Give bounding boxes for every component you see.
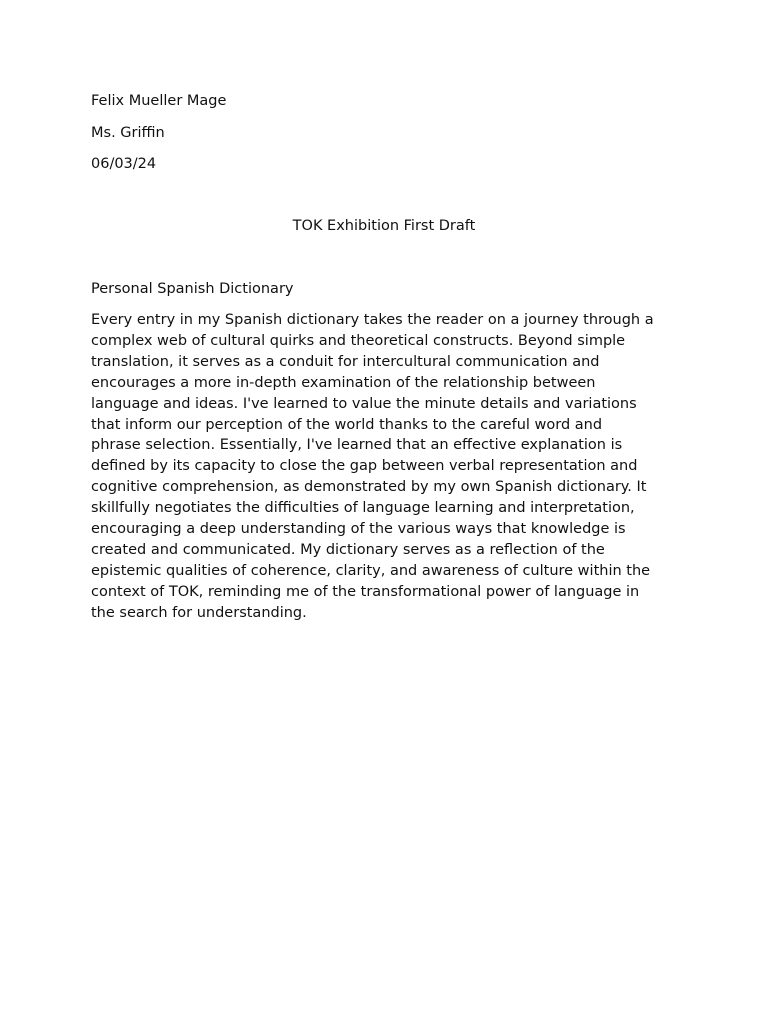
author-name: Felix Mueller Mage bbox=[91, 93, 227, 109]
section-heading: Personal Spanish Dictionary bbox=[91, 281, 294, 297]
paragraph-line: that inform our perception of the world thanks to the careful word and bbox=[91, 416, 603, 433]
paragraph-line: cognitive comprehension, as demonstrated by my own Spanish dictionary. It bbox=[91, 479, 647, 496]
paragraph-line: Every entry in my Spanish dictionary takes the reader on a journey through a bbox=[91, 312, 654, 328]
paragraph-line: context of TOK, reminding me of the transformational power of language in bbox=[91, 583, 640, 600]
document-title: TOK Exhibition First Draft bbox=[292, 218, 476, 234]
document-date: 06/03/24 bbox=[91, 156, 157, 172]
teacher-name: Ms. Griffin bbox=[91, 125, 165, 141]
paragraph-line: encouraging a deep understanding of the various ways that knowledge is bbox=[91, 521, 626, 538]
paragraph-line: epistemic qualities of coherence, clarity, and awareness of culture within the bbox=[91, 562, 651, 579]
paragraph-line: created and communicated. My dictionary serves as a reflection of the bbox=[91, 541, 605, 558]
paragraph-line: phrase selection. Essentially, I've learned that an effective explanation is bbox=[91, 437, 623, 454]
paragraph-line: the search for understanding. bbox=[91, 604, 307, 621]
paragraph-line: encourages a more in-depth examination of the relationship between bbox=[91, 374, 596, 391]
paragraph-line: complex web of cultural quirks and theoretical constructs. Beyond simple bbox=[91, 332, 626, 349]
paragraph-line: language and ideas. I've learned to value the minute details and variations bbox=[91, 395, 637, 412]
paragraph-line: defined by its capacity to close the gap between verbal representation and bbox=[91, 458, 638, 475]
body-paragraph bbox=[91, 310, 691, 624]
paragraph-line: skillfully negotiates the difficulties of language learning and interpretation, bbox=[91, 500, 635, 517]
paragraph-line: translation, it serves as a conduit for intercultural communication and bbox=[91, 353, 600, 370]
